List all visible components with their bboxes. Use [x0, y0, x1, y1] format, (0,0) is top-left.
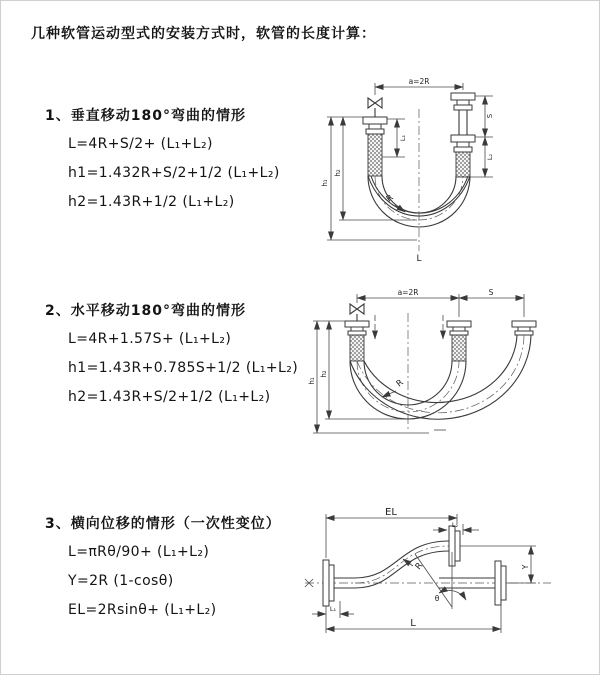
dim-l: [326, 605, 501, 633]
page-title: 几种软管运动型式的安装方式时，软管的长度计算：: [31, 26, 376, 42]
section-3-formulas: [45, 544, 281, 618]
braided-hose-section: [368, 134, 382, 176]
formula-length: L=πRθ/90+ (L₁+L₂): [68, 544, 210, 560]
dim-shift: [459, 288, 524, 317]
dim-label-l2: L₂: [486, 153, 494, 161]
section-vertical-bend: [45, 105, 280, 223]
dim-l2: [470, 137, 494, 177]
radius-label: R: [413, 560, 426, 572]
section-lateral-displacement: [45, 513, 281, 631]
section-horizontal-bend: [45, 300, 298, 418]
dim-l1: [382, 119, 407, 157]
formula-h2: h2=1.43R+1/2 (L₁+L₂): [68, 194, 235, 210]
diagram-horizontal-bend: [309, 287, 594, 447]
formula-h1: h1=1.432R+S/2+1/2 (L₁+L₂): [68, 165, 280, 181]
section-2-formulas: [45, 331, 298, 405]
dim-label-l1: L₁: [329, 605, 337, 613]
braided-hose-section: [452, 335, 466, 361]
dim-label-s: S: [486, 113, 494, 119]
dim-span: [357, 288, 459, 317]
diagram-vertical-bend: [313, 71, 591, 267]
braided-hose-section: [456, 152, 470, 177]
radius-label: R: [384, 192, 396, 205]
dim-label-h1: h₁: [321, 179, 329, 187]
hose-u-bend-moved: [350, 335, 531, 430]
length-label: L: [416, 254, 422, 264]
formula-length: L=4R+S/2+ (L₁+L₂): [68, 136, 213, 152]
right-pipe-assembly: [451, 93, 475, 177]
dim-l1: [312, 601, 354, 618]
angle-label: θ: [434, 594, 440, 603]
diagram-lateral-displacement: [299, 504, 594, 644]
dim-s: [475, 96, 494, 137]
s-curve-hose: [355, 541, 449, 588]
section-3-heading: 3、横向位移的情形（一次性变位）: [45, 516, 281, 532]
dim-label-l1: L₁: [399, 134, 407, 142]
formula-el: EL=2Rsinθ+ (L₁+L₂): [68, 602, 217, 618]
dim-label-shift: S: [488, 288, 494, 297]
left-pipe-assembly: [363, 117, 387, 176]
left-pipe-assembly: [345, 321, 369, 361]
dim-label-h2: h₂: [334, 169, 342, 177]
right-pipe-assembly: [512, 321, 536, 335]
dim-label-l2: L₂: [451, 521, 459, 529]
section-1-formulas: [45, 136, 280, 210]
dim-label-span: a=2R: [408, 77, 430, 86]
valve-icon: [350, 304, 364, 321]
formula-y: Y=2R (1-cosθ): [68, 573, 174, 589]
reference-arrows: [375, 315, 443, 339]
dim-label-h1: h₁: [308, 377, 316, 385]
braided-hose-section: [350, 335, 364, 361]
valve-icon: [368, 98, 382, 117]
radius-leader: [382, 378, 406, 397]
formula-h1: h1=1.43R+0.785S+1/2 (L₁+L₂): [68, 360, 299, 376]
formula-length: L=4R+1.57S+ (L₁+L₂): [68, 331, 232, 347]
formula-h2: h2=1.43R+S/2+1/2 (L₁+L₂): [68, 389, 271, 405]
middle-pipe-assembly: [447, 321, 471, 361]
radius-leader: [403, 559, 425, 572]
section-1-heading: 1、垂直移动180°弯曲的情形: [45, 108, 246, 124]
dim-span: [375, 77, 463, 95]
dim-label-y: Y: [521, 564, 530, 570]
upper-flange-assembly: [449, 526, 460, 566]
dim-label-span: a=2R: [397, 288, 419, 297]
radius-label: R: [394, 377, 406, 390]
section-2-heading: 2、水平移动180°弯曲的情形: [45, 303, 246, 319]
dim-el: [326, 507, 457, 558]
dim-label-h2: h₂: [320, 370, 328, 378]
dim-label-el: EL: [385, 507, 397, 518]
dim-label-l: L: [410, 618, 416, 629]
